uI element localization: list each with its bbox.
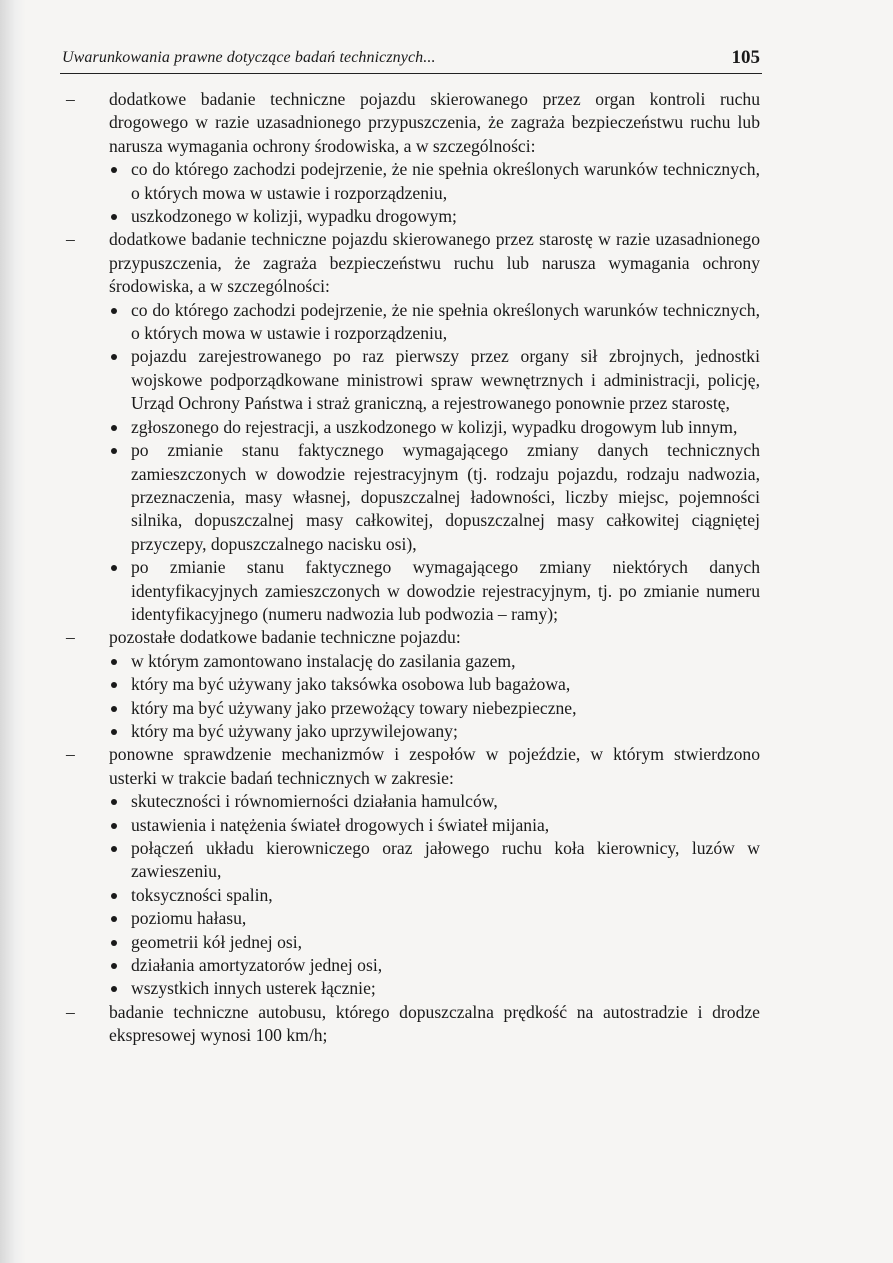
bullet-dot-icon	[111, 214, 117, 220]
bullet-item	[109, 673, 760, 696]
bullet-dot-icon	[111, 565, 117, 571]
bullet-dot-icon	[111, 893, 117, 899]
bullet-dot-icon	[111, 940, 117, 946]
header-title: Uwarunkowania prawne dotyczące badań technicznych...	[62, 49, 436, 66]
item-text: pozostałe dodatkowe badanie techniczne pojazdu:	[109, 627, 461, 648]
bullet-text: który ma być używany jako uprzywilejowany;	[131, 720, 458, 741]
bullet-item	[109, 439, 760, 556]
bullet-text: połączeń układu kierowniczego oraz jałowego ruchu koła kierownicy, luzów w zawieszeniu,	[131, 838, 760, 882]
bullet-item	[109, 556, 760, 626]
page-edge-shadow	[0, 0, 26, 1263]
bullet-dot-icon	[111, 425, 117, 431]
bullet-list	[109, 299, 760, 627]
bullet-text: ustawienia i natężenia świateł drogowych i świateł mijania,	[131, 814, 550, 835]
bullet-text: wszystkich innych usterek łącznie;	[131, 978, 376, 999]
bullet-item	[109, 977, 760, 1000]
list-item	[60, 88, 760, 228]
item-text: ponowne sprawdzenie mechanizmów i zespołów w pojeździe, w którym stwierdzono usterki w trakcie badań technicznych w zakresie:	[109, 744, 760, 788]
running-header	[60, 45, 762, 74]
bullet-text: który ma być używany jako taksówka osobowa lub bagażowa,	[131, 674, 571, 695]
bullet-item	[109, 931, 760, 954]
bullet-item	[109, 837, 760, 884]
bullet-item	[109, 790, 760, 813]
bullet-item	[109, 345, 760, 415]
bullet-item	[109, 205, 760, 228]
bullet-text: uszkodzonego w kolizji, wypadku drogowym;	[131, 206, 457, 227]
bullet-item	[109, 697, 760, 720]
bullet-dot-icon	[111, 823, 117, 829]
bullet-dot-icon	[111, 916, 117, 922]
item-text: dodatkowe badanie techniczne pojazdu skierowanego przez starostę w razie uzasadnionego przypuszczenia, że zagraża bezpieczeństwu ruchu lub narusza wymagania ochrony środowiska, a w szczególności:	[109, 229, 760, 297]
bullet-dot-icon	[111, 659, 117, 665]
bullet-dot-icon	[111, 963, 117, 969]
bullet-item	[109, 907, 760, 930]
list-item	[60, 626, 760, 743]
page-number: 105	[731, 47, 760, 68]
dash-marker: –	[66, 1001, 75, 1022]
dash-marker: –	[66, 627, 75, 648]
bullet-text: działania amortyzatorów jednej osi,	[131, 955, 383, 976]
bullet-dot-icon	[111, 354, 117, 360]
bullet-item	[109, 954, 760, 977]
dash-marker: –	[66, 229, 75, 250]
item-text: badanie techniczne autobusu, którego dopuszczalna prędkość na autostradzie i drodze ekspresowej wynosi 100 km/h;	[109, 1001, 760, 1046]
list-item	[60, 1001, 760, 1048]
bullet-dot-icon	[111, 706, 117, 712]
bullet-text: po zmianie stanu faktycznego wymagającego zmiany danych technicznych zamieszczonych w dowodzie rejestracyjnym (tj. rodzaju pojazdu, rodzaju nadwozia, przeznaczenia, masy własnej, dopuszczalnej ładowności, liczby miejsc, pojemności silnika, dopuszczalnej masy całkowitej, dopuszczalnej masy całkowitej ciągniętej przyczepy, dopuszczalnego nacisku osi),	[131, 440, 760, 554]
item-text: dodatkowe badanie techniczne pojazdu skierowanego przez organ kontroli ruchu drogowego w razie uzasadnionego przypuszczenia, że zagraża bezpieczeństwu ruchu lub narusza wymagania ochrony środowiska, a w szczególności:	[109, 89, 760, 156]
list-item	[60, 743, 760, 1000]
bullet-text: toksyczności spalin,	[131, 884, 273, 905]
bullet-text: co do którego zachodzi podejrzenie, że nie spełnia określonych warunków technicznych, o których mowa w ustawie i rozporządzeniu,	[131, 299, 760, 344]
bullet-text: w którym zamontowano instalację do zasilania gazem,	[131, 650, 516, 671]
bullet-text: zgłoszonego do rejestracji, a uszkodzonego w kolizji, wypadku drogowym lub innym,	[131, 416, 738, 437]
bullet-text: poziomu hałasu,	[131, 908, 247, 929]
document-body	[60, 88, 760, 1048]
bullet-dot-icon	[111, 167, 117, 173]
bullet-dot-icon	[111, 308, 117, 314]
bullet-list	[109, 158, 760, 228]
bullet-item	[109, 814, 760, 837]
bullet-text: geometrii kół jednej osi,	[131, 931, 303, 952]
bullet-text: co do którego zachodzi podejrzenie, że nie spełnia określonych warunków technicznych, o których mowa w ustawie i rozporządzeniu,	[131, 159, 760, 203]
bullet-text: skuteczności i równomierności działania hamulców,	[131, 791, 498, 812]
bullet-item	[109, 884, 760, 907]
bullet-item	[109, 650, 760, 673]
bullet-text: pojazdu zarejestrowanego po raz pierwszy przez organy sił zbrojnych, jednostki wojskowe podporządkowane ministrowi spraw wewnętrznych i administracji, policję, Urząd Ochrony Państwa i straż graniczną, a rejestrowanego ponownie przez starostę,	[131, 346, 760, 414]
bullet-dot-icon	[111, 682, 117, 688]
dash-marker: –	[66, 744, 75, 765]
bullet-dot-icon	[111, 729, 117, 735]
bullet-item	[109, 299, 760, 346]
bullet-item	[109, 720, 760, 743]
bullet-list	[109, 790, 760, 1001]
bullet-text: po zmianie stanu faktycznego wymagającego zmiany niektórych danych identyfikacyjnych zamieszczonych w dowodzie rejestracyjnym, tj. po zmianie numeru identyfikacyjnego (numeru nadwozia lub podwozia – ramy);	[131, 557, 760, 624]
list-item	[60, 228, 760, 626]
bullet-list	[109, 650, 760, 744]
bullet-item	[109, 158, 760, 205]
bullet-dot-icon	[111, 986, 117, 992]
bullet-dot-icon	[111, 448, 117, 454]
bullet-text: który ma być używany jako przewożący towary niebezpieczne,	[131, 697, 577, 718]
dash-marker: –	[66, 89, 75, 109]
bullet-dot-icon	[111, 799, 117, 805]
bullet-item	[109, 416, 760, 439]
bullet-dot-icon	[111, 846, 117, 852]
